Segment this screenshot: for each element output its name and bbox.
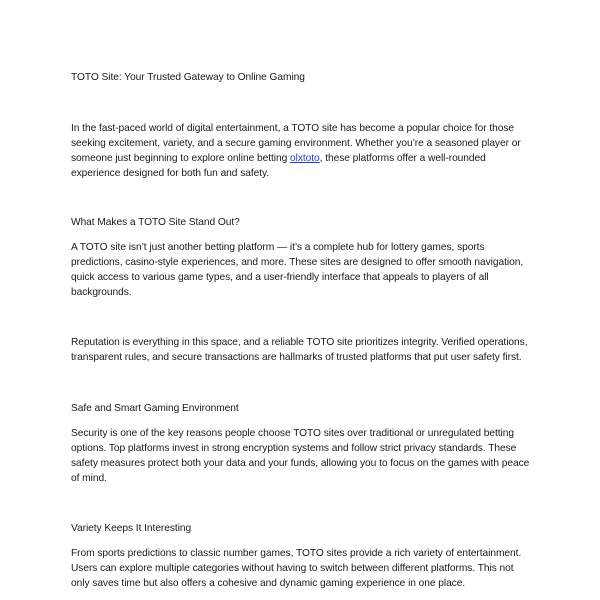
section-heading-stand-out [71, 215, 531, 230]
security-paragraph [71, 426, 531, 486]
variety-paragraph [71, 546, 531, 591]
olxtoto-link[interactable]: olxtoto [290, 153, 320, 164]
intro-line-3 [71, 151, 531, 166]
paragraph-line: options. Top platforms invest in strong encryption systems and follow strict privacy standards. These [71, 443, 517, 454]
paragraph-line: of mind. [71, 473, 107, 484]
intro-line-3-after: , these platforms offer a well-rounded [319, 153, 486, 164]
paragraph-line: From sports predictions to classic number games, TOTO sites provide a rich variety of entertainment. [71, 548, 522, 559]
intro-paragraph [71, 121, 531, 181]
section-heading-safe-gaming [71, 401, 531, 416]
heading-text: Safe and Smart Gaming Environment [71, 403, 239, 414]
page-title [71, 70, 531, 85]
intro-line-3-before: someone just beginning to explore online betting [71, 153, 290, 164]
heading-text: Variety Keeps It Interesting [71, 523, 192, 534]
intro-line-1: In the fast-paced world of digital entertainment, a TOTO site has become a popular choice for those [71, 123, 514, 134]
title-text: TOTO Site: Your Trusted Gateway to Online Gaming [71, 72, 305, 83]
heading-text: What Makes a TOTO Site Stand Out? [71, 217, 240, 228]
paragraph-line: backgrounds. [71, 287, 132, 298]
paragraph-line: A TOTO site isn’t just another betting platform — it’s a complete hub for lottery games, sports [71, 242, 485, 253]
paragraph-line: Reputation is everything in this space, and a reliable TOTO site prioritizes integrity. Verified operations, [71, 337, 528, 348]
intro-line-4: experience designed for both fun and safety. [71, 168, 270, 179]
paragraph-line: Security is one of the key reasons people choose TOTO sites over traditional or unregulated betting [71, 428, 514, 439]
intro-line-2: seeking excitement, variety, and a secure gaming environment. Whether you’re a seasoned player or [71, 138, 521, 149]
section-heading-variety [71, 521, 531, 536]
paragraph-line: only saves time but also offers a cohesive and dynamic gaming experience in one place. [71, 578, 466, 589]
paragraph-line: safety measures protect both your data and your funds, allowing you to focus on the games with peace [71, 458, 530, 469]
paragraph-line: predictions, casino-style experiences, and more. These sites are designed to offer smooth navigation, [71, 257, 524, 268]
paragraph-line: quick access to various game types, and a user-friendly interface that appeals to players of all [71, 272, 489, 283]
reputation-paragraph [71, 335, 531, 365]
paragraph-line: Users can explore multiple categories without having to switch between different platforms. This not [71, 563, 514, 574]
stand-out-paragraph [71, 240, 531, 300]
paragraph-line: transparent rules, and secure transactions are hallmarks of trusted platforms that put user safety first. [71, 352, 522, 363]
